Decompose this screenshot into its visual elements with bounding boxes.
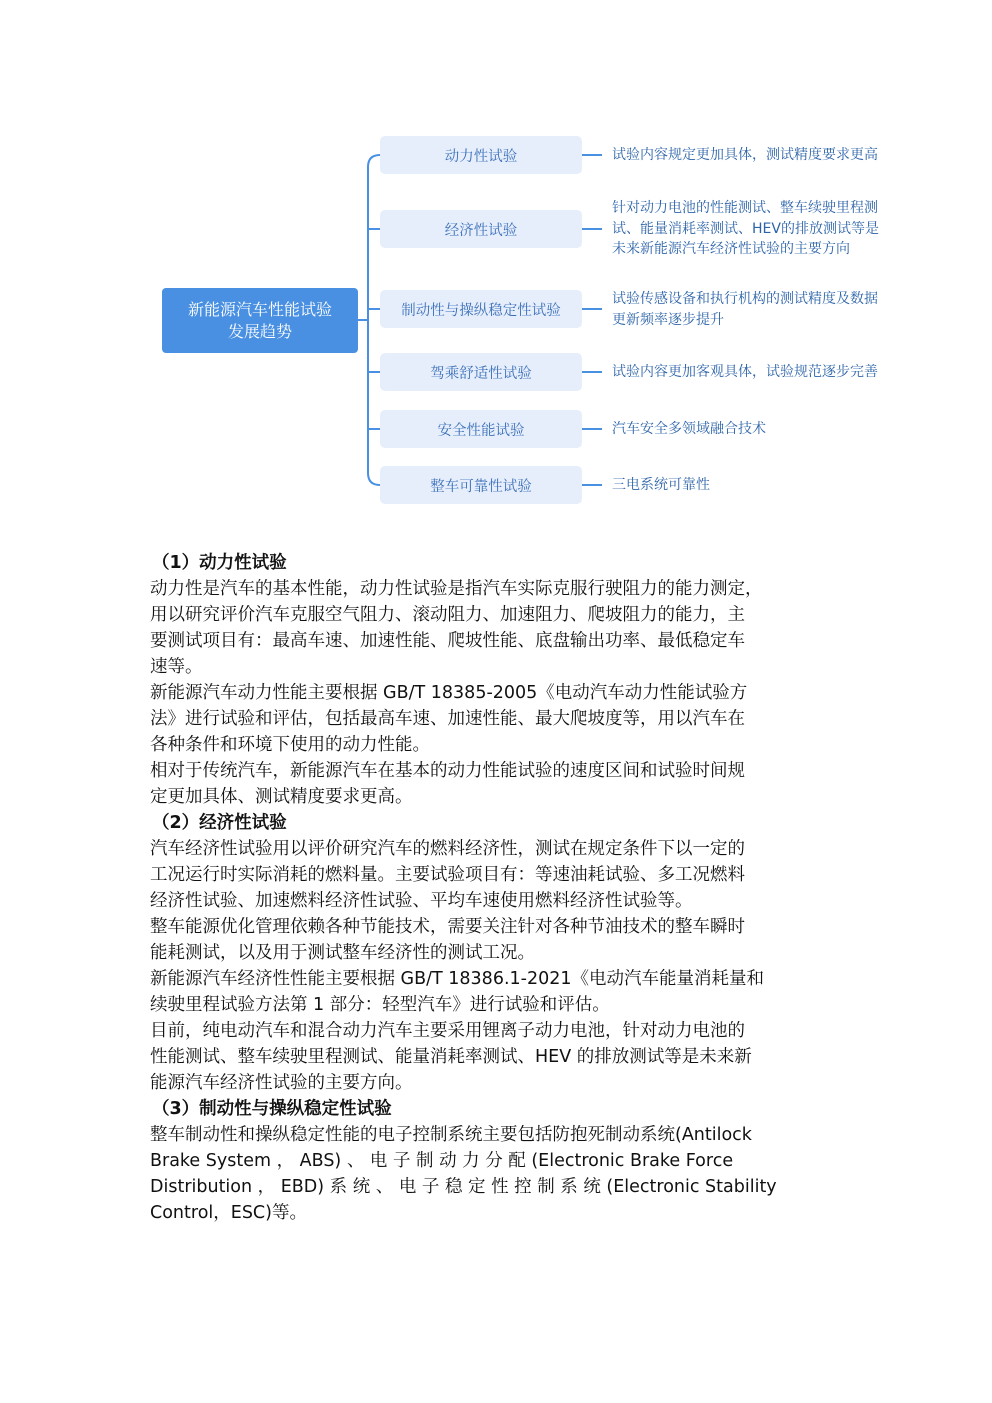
root-line: 发展趋势: [227, 321, 292, 341]
branch-note-dynamic: [612, 145, 912, 166]
paragraph: [150, 1018, 842, 1096]
text-line: 定更加具体、测试精度要求更高。: [150, 787, 413, 807]
text-line: 动力性是汽车的基本性能，动力性试验是指汽车实际克服行驶阻力的能力测定，: [150, 579, 763, 599]
text-line: 用以研究评价汽车克服空气阻力、滚动阻力、加速阻力、爬坡阻力的能力，主: [150, 605, 745, 625]
note-line: 更新频率逐步提升: [612, 311, 724, 328]
text-line: 速等。: [150, 657, 203, 677]
text-line: 相对于传统汽车，新能源汽车在基本的动力性能试验的速度区间和试验时间规: [150, 761, 745, 781]
text-line: 汽车经济性试验用以评价研究汽车的燃料经济性，测试在规定条件下以一定的: [150, 839, 745, 859]
branch-reliability-test: 整车可靠性试验: [380, 466, 582, 504]
branch-note-comfort: [612, 362, 912, 383]
text-line: Distribution ， EBD) 系 统 、 电 子 稳 定 性 控 制 系 统 (Electronic Stability: [150, 1177, 777, 1197]
text-line: 要测试项目有：最高车速、加速性能、爬坡性能、底盘输出功率、最低稳定车: [150, 631, 745, 651]
branch-note-reliability: [612, 475, 912, 496]
section-heading: （3）制动性与操纵稳定性试验: [152, 1099, 392, 1119]
section-heading: （1）动力性试验: [152, 553, 287, 573]
paragraph: [150, 966, 842, 1018]
note-line: 试验内容更加客观具体，试验规范逐步完善: [612, 364, 878, 380]
text-line: Control，ESC)等。: [150, 1203, 307, 1223]
text-line: 能耗测试，以及用于测试整车经济性的测试工况。: [150, 943, 535, 963]
branch-safety-test: 安全性能试验: [380, 410, 582, 448]
paragraph: [150, 914, 842, 966]
text-line: 整车能源优化管理依赖各种节能技术，需要关注针对各种节油技术的整车瞬时: [150, 917, 745, 937]
text-line: 新能源汽车经济性性能主要根据 GB/T 18386.1-2021《电动汽车能量消耗量和: [150, 969, 764, 989]
paragraph: [150, 836, 842, 914]
text-line: 工况运行时实际消耗的燃料量。主要试验项目有：等速油耗试验、多工况燃料: [150, 865, 745, 885]
section-heading: （2）经济性试验: [152, 813, 287, 833]
note-line: 试、能量消耗率测试、HEV的排放测试等是: [612, 220, 879, 237]
text-line: Brake System ， ABS) 、 电 子 制 动 力 分 配 (Electronic Brake Force: [150, 1151, 734, 1171]
text-line: 新能源汽车动力性能主要根据 GB/T 18385-2005《电动汽车动力性能试验方: [150, 683, 748, 703]
branch-comfort-test: 驾乘舒适性试验: [380, 353, 582, 391]
paragraph: [150, 758, 842, 810]
text-line: 性能测试、整车续驶里程测试、能量消耗率测试、HEV 的排放测试等是未来新: [150, 1047, 752, 1067]
paragraph: [150, 680, 842, 758]
text-line: 整车制动性和操纵稳定性能的电子控制系统主要包括防抱死制动系统(Antilock: [150, 1125, 752, 1145]
body-text: [150, 550, 842, 1226]
text-line: 目前，纯电动汽车和混合动力汽车主要采用锂离子动力电池，针对动力电池的: [150, 1021, 745, 1041]
text-line: 能源汽车经济性试验的主要方向。: [150, 1073, 413, 1093]
text-line: 法》进行试验和评估，包括最高车速、加速性能、最大爬坡度等，用以汽车在: [150, 709, 745, 729]
note-line: 试验传感设备和执行机构的测试精度及数据: [612, 291, 878, 307]
paragraph: [150, 1122, 842, 1226]
text-line: 续驶里程试验方法第 1 部分：轻型汽车》进行试验和评估。: [150, 995, 610, 1015]
branch-note-safety: [612, 419, 912, 440]
branch-note-economy: [612, 198, 912, 260]
branch-economy-test: 经济性试验: [380, 210, 582, 248]
text-line: 经济性试验、加速燃料经济性试验、平均车速使用燃料经济性试验等。: [150, 891, 693, 911]
root-line: 新能源汽车性能试验: [187, 299, 332, 319]
note-line: 针对动力电池的性能测试、整车续驶里程测: [612, 200, 878, 216]
note-line: 未来新能源汽车经济性试验的主要方向: [612, 241, 850, 257]
branch-dynamic-test: 动力性试验: [380, 136, 582, 174]
note-line: 汽车安全多领域融合技术: [612, 421, 766, 437]
text-line: 各种条件和环境下使用的动力性能。: [150, 735, 430, 755]
note-line: 试验内容规定更加具体，测试精度要求更高: [612, 147, 878, 163]
mindmap-root: [162, 288, 358, 353]
note-line: 三电系统可靠性: [612, 477, 710, 493]
branch-braking-handling-test: 制动性与操纵稳定性试验: [380, 290, 582, 328]
paragraph: [150, 576, 842, 680]
branch-note-braking: [612, 289, 912, 330]
